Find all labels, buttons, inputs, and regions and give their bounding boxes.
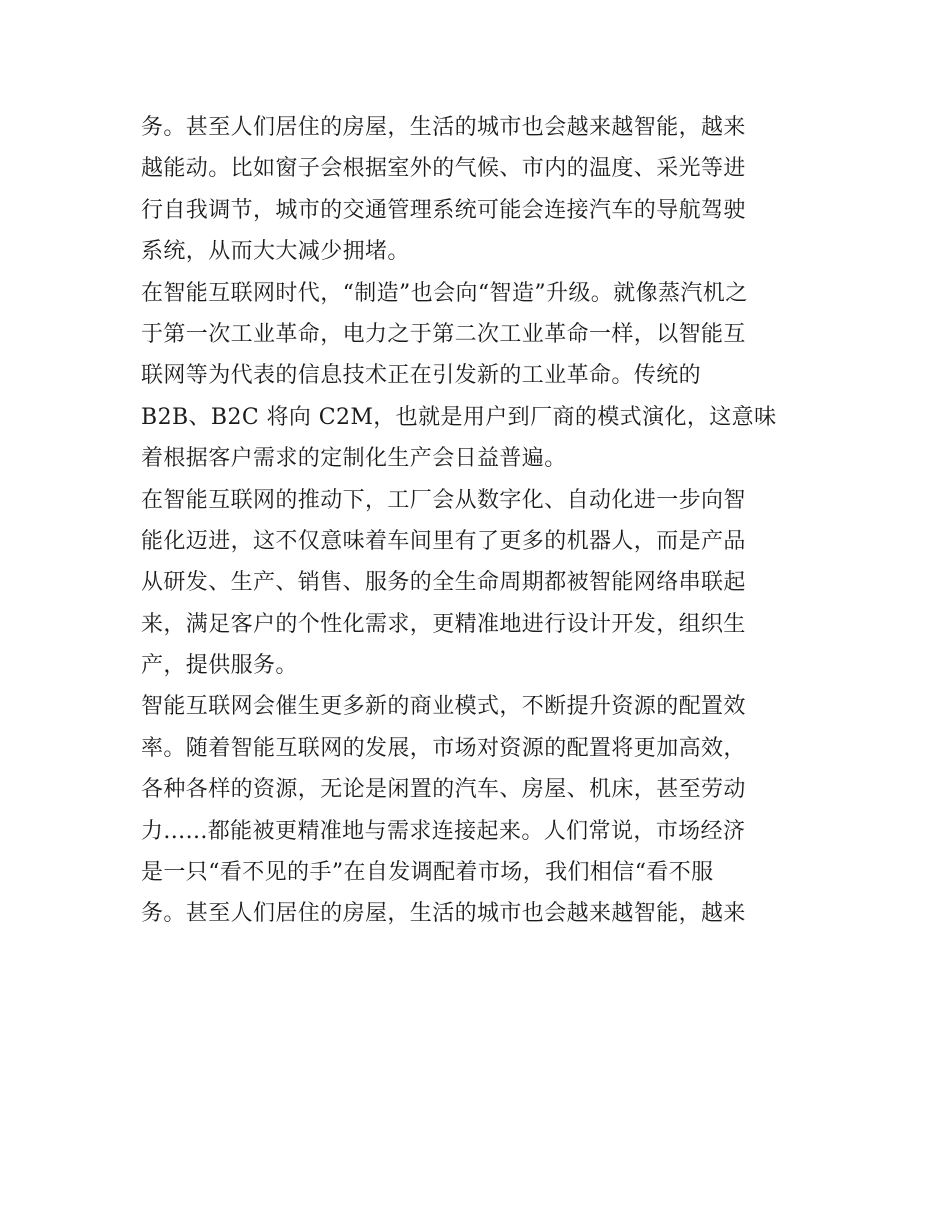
text-line: 务。甚至人们居住的房屋，生活的城市也会越来越智能，越来 <box>141 115 746 140</box>
text-line: 能化迈进，这不仅意味着车间里有了更多的机器人，而是产品 <box>141 528 746 554</box>
text-line: 系统，从而大大减少拥堵。 <box>141 239 410 265</box>
text-line: 联网等为代表的信息技术正在引发新的工业革命。传统的 <box>141 363 702 389</box>
text-line: 力......都能被更精准地与需求连接起来。人们常说，市场经济 <box>141 818 746 844</box>
text-line: 从研发、生产、销售、服务的全生命周期都被智能网络串联起 <box>141 570 746 596</box>
document-body <box>141 107 821 935</box>
text-line: 产，提供服务。 <box>141 653 298 679</box>
text-line: 是一只“看不见的手”在自发调配着市场，我们相信“看不服 <box>141 860 714 886</box>
text-line: 越能动。比如窗子会根据室外的气候、市内的温度、采光等进 <box>141 156 746 182</box>
text-line: 着根据客户需求的定制化生产会日益普遍。 <box>141 446 567 472</box>
text-line: 在智能互联网的推动下，工厂会从数字化、自动化进一步向智 <box>141 487 746 513</box>
text-line: B2B、B2C 将向 C2M，也就是用户到厂商的模式演化，这意味 <box>141 404 777 430</box>
text-line: 于第一次工业革命，电力之于第二次工业革命一样，以智能互 <box>141 321 746 347</box>
text-line: 智能互联网会催生更多新的商业模式，不断提升资源的配置效 <box>141 694 746 720</box>
text-line: 行自我调节，城市的交通管理系统可能会连接汽车的导航驾驶 <box>141 197 746 223</box>
text-line: 务。甚至人们居住的房屋，生活的城市也会越来越智能，越来 <box>141 901 746 927</box>
text-line: 来，满足客户的个性化需求，更精准地进行设计开发，组织生 <box>141 611 746 637</box>
text-line: 率。随着智能互联网的发展，市场对资源的配置将更加高效， <box>141 735 746 761</box>
text-line: 在智能互联网时代，“制造”也会向“智造”升级。就像蒸汽机之 <box>141 280 748 306</box>
text-line: 各种各样的资源，无论是闲置的汽车、房屋、机床，甚至劳动 <box>141 777 746 803</box>
